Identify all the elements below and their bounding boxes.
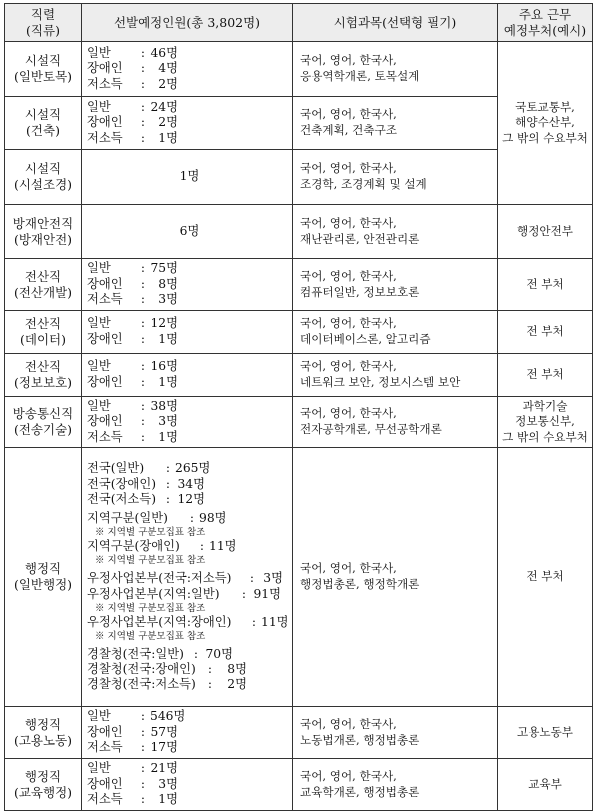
table-row (5, 205, 593, 259)
header-selection: 선발예정인원(총 3,802명) (82, 4, 293, 42)
job-cell: 전산직 (정보보호) (5, 354, 82, 397)
job-cell: 전산직 (전산개발) (5, 259, 82, 311)
recruitment-table (4, 3, 593, 811)
selection-cell: 6명 (82, 205, 293, 259)
dept-cell: 전 부처 (498, 259, 593, 311)
subjects-cell: 국어, 영어, 한국사, 네트워크 보안, 정보시스템 보안 (293, 354, 498, 397)
selection-cell: 1명 (82, 150, 293, 205)
job-cell: 전산직 (데이터) (5, 311, 82, 354)
selection-cell: 일반 : 12명 장애인 : 1명 (82, 311, 293, 354)
selection-cell: 일반 : 46명 장애인 : 4명 저소득 : 2명 (82, 42, 293, 97)
table-row (5, 42, 593, 97)
dept-cell: 과학기술 정보통신부, 그 밖의 수요부처 (498, 397, 593, 448)
table-row (5, 354, 593, 397)
selection-cell: 일반 : 38명 장애인 : 3명 저소득 : 1명 (82, 397, 293, 448)
header-subjects: 시험과목(선택형 필기) (293, 4, 498, 42)
job-cell: 행정직 (일반행정) (5, 448, 82, 707)
dept-cell: 고용노동부 (498, 707, 593, 759)
subjects-cell: 국어, 영어, 한국사, 건축계획, 건축구조 (293, 97, 498, 150)
job-cell: 방송통신직 (전송기술) (5, 397, 82, 448)
header-row (5, 4, 593, 42)
selection-cell: 전국(일반) : 265명 전국(장애인) : 34명 전국(저소득) : 12명 지역구분(일반) : 98명 ※ 지역별 구분모집표 참조 지역구분(장애인) : 11명 ※ 지역별 구분모집표 참조 우정사업본부(전국:저소득) : 3명 우정사업본부(지역:일반) : 91명 ※ 지역별 구분모집표 참조 우정사업본부(지역:장애인) : 11명 ※ 지역별 구분모집표 참조 경찰청(전국:일반) : 70명 경찰청(전국:장애인) : 8명 경찰청(전국:저소득) : 2명 (82, 448, 293, 707)
subjects-cell: 국어, 영어, 한국사, 행정법총론, 행정학개론 (293, 448, 498, 707)
header-job: 직렬 (직류) (5, 4, 82, 42)
job-cell: 시설직 (일반토목) (5, 42, 82, 97)
subjects-cell: 국어, 영어, 한국사, 교육학개론, 행정법총론 (293, 759, 498, 811)
job-cell: 시설직 (시설조경) (5, 150, 82, 205)
subjects-cell: 국어, 영어, 한국사, 재난관리론, 안전관리론 (293, 205, 498, 259)
table-row (5, 259, 593, 311)
dept-cell: 전 부처 (498, 354, 593, 397)
table-row (5, 759, 593, 811)
job-cell: 시설직 (건축) (5, 97, 82, 150)
job-cell: 행정직 (교육행정) (5, 759, 82, 811)
dept-cell-shared: 국토교통부, 해양수산부, 그 밖의 수요부처 (498, 42, 593, 205)
subjects-cell: 국어, 영어, 한국사, 컴퓨터일반, 정보보호론 (293, 259, 498, 311)
table-row (5, 448, 593, 707)
table-row (5, 707, 593, 759)
selection-cell: 일반 : 21명 장애인 : 3명 저소득 : 1명 (82, 759, 293, 811)
table-row (5, 397, 593, 448)
subjects-cell: 국어, 영어, 한국사, 조경학, 조경계획 및 설계 (293, 150, 498, 205)
subjects-cell: 국어, 영어, 한국사, 노동법개론, 행정법총론 (293, 707, 498, 759)
subjects-cell: 국어, 영어, 한국사, 전자공학개론, 무선공학개론 (293, 397, 498, 448)
header-dept: 주요 근무 예정부처(예시) (498, 4, 593, 42)
job-cell: 방재안전직 (방재안전) (5, 205, 82, 259)
dept-cell: 행정안전부 (498, 205, 593, 259)
dept-cell: 전 부처 (498, 448, 593, 707)
dept-cell: 전 부처 (498, 311, 593, 354)
selection-cell: 일반 : 546명 장애인 : 57명 저소득 : 17명 (82, 707, 293, 759)
dept-cell: 교육부 (498, 759, 593, 811)
selection-cell: 일반 : 24명 장애인 : 2명 저소득 : 1명 (82, 97, 293, 150)
subjects-cell: 국어, 영어, 한국사, 응용역학개론, 토목설계 (293, 42, 498, 97)
job-cell: 행정직 (고용노동) (5, 707, 82, 759)
selection-cell: 일반 : 16명 장애인 : 1명 (82, 354, 293, 397)
selection-cell: 일반 : 75명 장애인 : 8명 저소득 : 3명 (82, 259, 293, 311)
subjects-cell: 국어, 영어, 한국사, 데이터베이스론, 알고리즘 (293, 311, 498, 354)
table-row (5, 311, 593, 354)
